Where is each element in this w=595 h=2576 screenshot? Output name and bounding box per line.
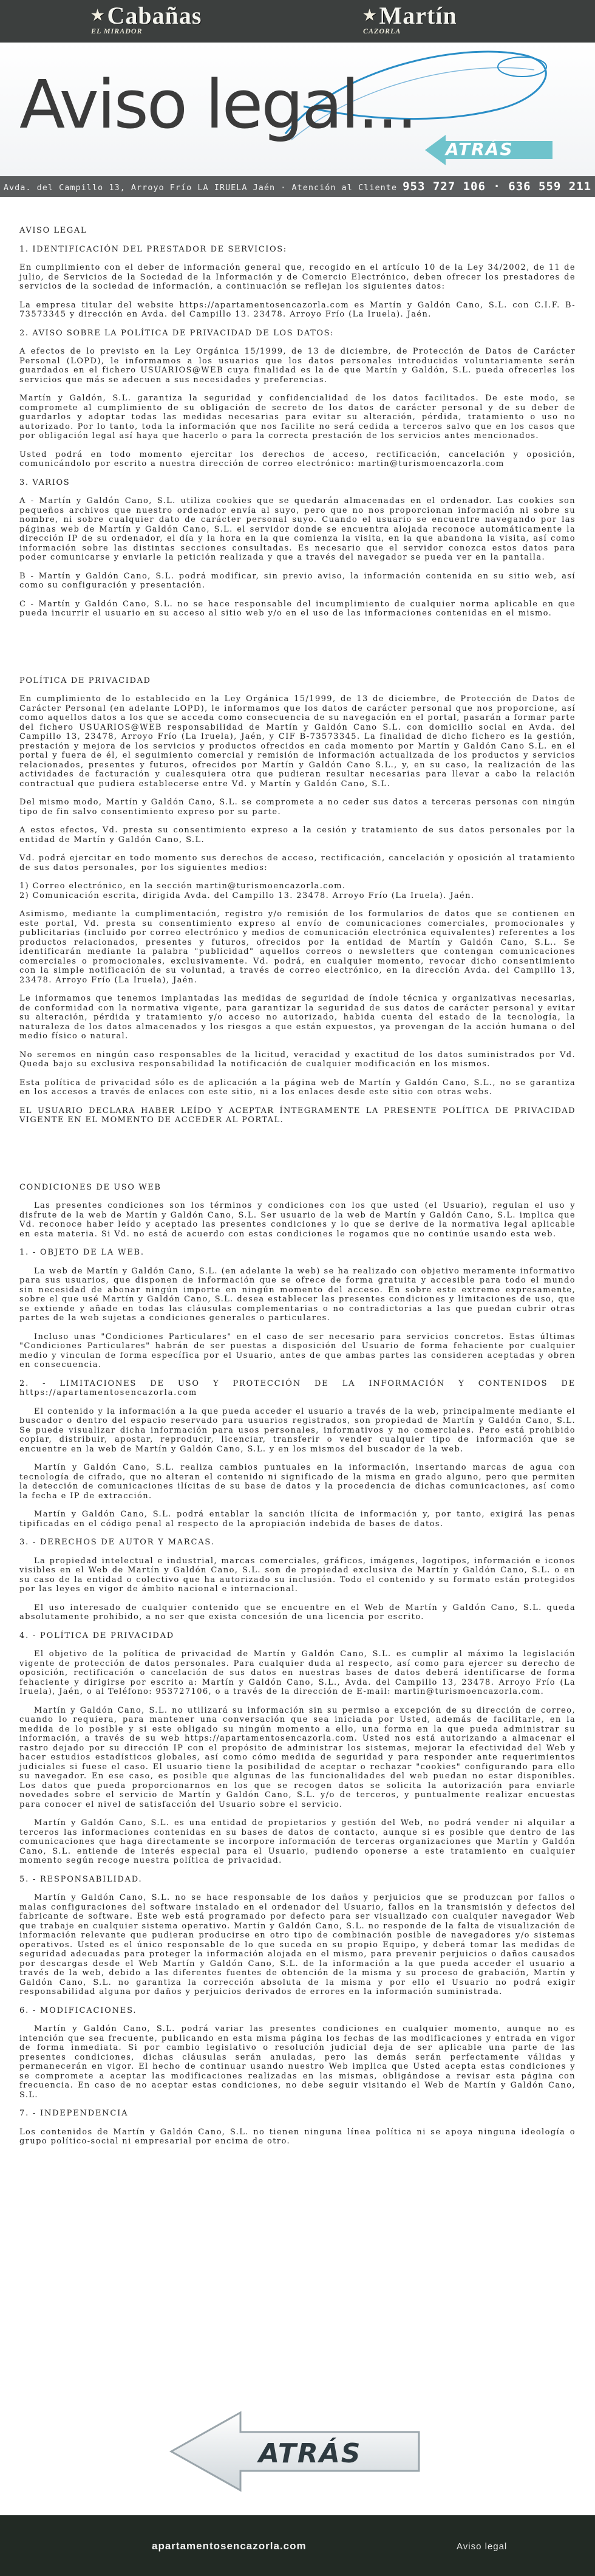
paragraph: La empresa titular del website https://apartamentosencazorla.com es Martín y Galdón Cano, S.L. con C.I.F. B-73573345 y dirección en Avda. del Campillo 13. 23478. Arroyo Frío (La Iruela). Jaén.	[19, 300, 576, 319]
contact-bar	[0, 176, 595, 197]
privacy-policy-heading: POLÍTICA DE PRIVACIDAD	[19, 676, 151, 685]
paragraph: El objetivo de la política de privacidad de Martín y Galdón Cano, S.L. es cumplir al máximo la legislación vigente de protección de datos personales. Para cualquier duda al respecto, así como para ejercer su derecho de oposición, rectificación o cancelación de sus datos en nuestras bases de datos deberá identificarse de forma fehaciente y dirigirse por escrito a: Martín y Galdón Cano, S.L., Avda. del Campillo 13, 23478. Arroyo Frío (La Iruela), Jaén, o al Teléfono: 953727106, o a través de la dirección de E-mail: martin@turismoencazorla.com.	[19, 1649, 576, 1696]
paragraph: Esta política de privacidad sólo es de aplicación a la página web de Martín y Galdón Cano, S.L., no se garantiza en los accesos a través de enlaces con este sitio, ni a los enlaces desde este sitio con otras webs.	[19, 1078, 576, 1097]
spacer	[19, 1134, 576, 1183]
paragraph: Martín y Galdón, S.L. garantiza la seguridad y confidencialidad de los datos facilitados. De este modo, se compromete al cumplimiento de su obligación de secreto de los datos de carácter personal y de su deber de guardarlos y adoptar todas las medidas necesarias para evitar su alteración, pérdida, tratamiento o uso no autorizado. Por lo tanto, toda la información que nos facilite no será cedida a terceros salvo que en los casos que por obligación legal así haya que hacerlo o para la correcta prestación de los servicios antes mencionados.	[19, 394, 576, 440]
site-link[interactable]: apartamentosencazorla.com	[152, 2540, 307, 2552]
back-button-bottom[interactable]	[168, 2409, 423, 2494]
paragraph: Le informamos que tenemos implantadas las medidas de seguridad de índole técnica y organizativas necesarias, de conformidad con la normativa vigente, para garantizar la seguridad de sus datos de carácter personal y evitar su alteración, pérdida y tratamiento y/o acceso no autorizado, habida cuenta del estado de la tecnología, la naturaleza de los datos almacenados y los riesgos a que están expuestos, ya provengan de la acción humana o del medio físico o natural.	[19, 994, 576, 1041]
paragraph: No seremos en ningún caso responsables de la licitud, veracidad y exactitud de los datos suministrados por Vd. Queda bajo su exclusiva responsabilidad la notificación de cualquier modificación en los mismos.	[19, 1050, 576, 1069]
paragraph: En cumplimiento de lo establecido en la Ley Orgánica 15/1999, de 13 de diciembre, de Protección de Datos de Carácter Personal (en adelante LOPD), le informamos que los datos de carácter personal que nos proporcione, así como aquellos datos a los que se acceda como consecuencia de su navegación en el portal, pasarán a formar parte del fichero USUARIOS@WEB responsabilidad de Martín y Galdón Cano S.L. con domicilio social en Avda. del Campillo 13, 23478, Arroyo Frío (La Iruela), Jaén, y CIF B-73573345. La finalidad de dicho fichero es la gestión, prestación y mejora de los servicios y productos ofrecidos en cada momento por Martín y Galdón Cano S.L. en el portal y fuera de él, el seguimiento comercial y remisión de información actualizada de los productos y servicios relacionados, presentes y futuros, ofrecidos por Martín y Galdón Cano S.L., y, en su caso, la realización de las actividades de facturación y cualesquiera otra que pudieran resultar necesarias para llevar a cabo la relación contractual que pudiera establecerse entre Vd. y Martín y Galdón Cano, S.L.	[19, 694, 576, 789]
phone-numbers[interactable]: 953 727 106 · 636 559 211	[403, 180, 592, 193]
paragraph: Incluso unas "Condiciones Particulares" en el caso de ser necesario para servicios concretos. Estas últimas "Condiciones Particulares" habrán de ser puestas a disposición del Usuario de forma fehaciente por cualquier medio y vinculan de forma específica por el Usuario, antes de que ambas partes las consideren aceptadas y obren en consecuencia.	[19, 1332, 576, 1369]
clause-6-heading: 6. - MODIFICACIONES.	[19, 2006, 137, 2015]
back-button-top[interactable]	[425, 135, 552, 165]
paragraph: Las presentes condiciones son los términos y condiciones con los que usted (el Usuario), regulan el uso y disfrute de la web de Martín y Galdón Cano, S.L. Ser usuario de la web de Martín y Galdón Cano, S.L. implica que Vd. reconoce haber leído y aceptado las presentes condiciones y lo que se derive de la normativa legal aplicable en esta materia. Si Vd. no está de acuerdo con estas condiciones le rogamos que no continúe usando esta web.	[19, 1201, 576, 1239]
brand-left-subtitle: EL MIRADOR	[91, 27, 143, 35]
paragraph: La web de Martín y Galdón Cano, S.L. (en adelante la web) se ha realizado con objetivo meramente informativo para sus usuarios, que disponen de información que se ofrece de forma gratuita y accesible para todo el mundo sin necesidad de abonar ningún importe en ningún momento del acceso. En sobre este extremo expresamente, sobre el que usé Martín y Galdón Cano, S.L. desea establecer las presentes condiciones y limitaciones de uso, que se extiende y añade en todas las cláusulas complementarias o no contradictorias a las que puedan cubrir otras partes de la web sujetas a condiciones generales o particulares.	[19, 1266, 576, 1323]
aviso-legal-heading: AVISO LEGAL	[19, 226, 87, 235]
clause-2-heading: 2. - LIMITACIONES DE USO Y PROTECCIÓN DE LA INFORMACIÓN Y CONTENIDOS DE https://apartamentosencazorla.com	[19, 1379, 576, 1397]
header-banner	[0, 0, 595, 43]
terms-of-use-heading: CONDICIONES DE USO WEB	[19, 1182, 162, 1192]
page-title: Aviso legal...	[19, 66, 416, 143]
address-text: Avda. del Campillo 13, Arroyo Frío LA IRUELA Jaén · Atención al Cliente	[3, 183, 397, 193]
section-3-heading: 3. VARIOS	[19, 478, 70, 487]
back-button-label: ATRÁS	[259, 2438, 362, 2469]
paragraph: Martín y Galdón Cano, S.L. podrá entablar la sanción ilícita de información y, por tanto, exigirá las penas tipificadas en el código penal al respecto de la apropiación indebida de bases de datos.	[19, 1510, 576, 1529]
paragraph: A efectos de lo previsto en la Ley Orgánica 15/1999, de 13 de diciembre, de Protección de Datos de Carácter Personal (LOPD), le informamos a los usuarios que los datos personales introducidos voluntariamente serán guardados en el fichero USUARIOS@WEB cuya finalidad es la de que Martín y Galdón, S.L. pueda ofrecerles los servicios que más se adecuen a sus necesidades y preferencias.	[19, 347, 576, 385]
paragraph: El uso interesado de cualquier contenido que se encuentre en el Web de Martín y Galdón Cano, S.L. queda absolutamente prohibido, a no ser que exista concesión de una licencia por escrito.	[19, 1603, 576, 1622]
paragraph: Del mismo modo, Martín y Galdón Cano, S.L. se compromete a no ceder sus datos a terceras personas con ningún tipo de fin salvo consentimiento expreso por su parte.	[19, 798, 576, 817]
paragraph: Martín y Galdón Cano, S.L. no utilizará su información sin su permiso a excepción de su dirección de correo, cuando lo requiera, para mantener una conversación que sea iniciada por Usted, además de facilitarle, en la medida de lo posible y si este obligado su ningún momento a ello, una forma en la que pueda administrar su información, a través de su web https://apartamentosencazorla.com. Usted nos está autorizando a almacenar el rastro dejado por su dirección IP con el propósito de administrar los sistemas, mejorar la efectividad del Web y hacer estudios estadísticos globales, así como cómo medida de seguridad y para responder ante requerimientos judiciales si fuese el caso. El usuario tiene la posibilidad de aceptar o rechazar "cookies" configurando para ello su navegador. En ese caso, es posible que algunas de las funcionalidades del web puedan no estar disponibles. Los datos que pueda proporcionarnos en los que se recogen datos se solicita la autorización para enviarle novedades sobre el servicio de Martín y Galdón Cano, S.L. y/o de terceros, y puntualmente realizar encuestas para conocer el nivel de satisfacción del Usuario sobre el servicio.	[19, 1705, 576, 1809]
legal-notice-link[interactable]: Aviso legal	[457, 2541, 508, 2552]
paragraph: C - Martín y Galdón Cano, S.L. no se hace responsable del incumplimiento de cualquier norma aplicable en que pueda incurrir el usuario en su acceso al sitio web y/o en el uso de las informaciones contenidas en el mismo.	[19, 599, 576, 618]
clause-1-heading: 1. - OBJETO DE LA WEB.	[19, 1248, 144, 1257]
footer	[0, 2515, 595, 2576]
brand-cabanas-logo[interactable]	[91, 4, 202, 36]
paragraph: La propiedad intelectual e industrial, marcas comerciales, gráficos, imágenes, logotipos, información e iconos visibles en el Web de Martín y Galdón Cano, S.L. son de propiedad exclusiva de Martín y Galdón Cano, S.L. o en su caso de la entidad o colectivo que ha autorizado su inclusión. Todo el contenido y su formato están protegidos por las leyes en vigor de ámbito nacional e internacional.	[19, 1556, 576, 1594]
brand-martin-logo[interactable]	[363, 4, 457, 36]
brand-left-title: Cabañas	[107, 2, 202, 29]
paragraph: Martín y Galdón Cano, S.L. podrá variar las presentes condiciones en cualquier momento, aunque no es intención que sea frecuente, publicando en esta misma página los fechas de las modificaciones y entrada en vigor de forma inmediata. Si por cambio legislativo o resolución judicial deja de ser aplicable una parte de las presentes condiciones, dichas cláusulas serán anuladas, pero las demás serán perfectamente válidas y permanecerán en vigor. El hecho de continuar usando nuestro Web implica que Usted acepta estas condiciones y se compromete a aceptar las modificaciones realizadas en las mismas, obligándose a revisar esta página con frecuencia. En caso de no aceptar estas condiciones, no debe seguir visitando el Web de Martín y Galdón Cano, S.L.	[19, 2024, 576, 2100]
paragraph: En cumplimiento con el deber de información general que, recogido en el artículo 10 de la Ley 34/2002, de 11 de julio, de Servicios de la Sociedad de la Información y de Comercio Electrónico, deben ofrecer los prestadores de servicios de la sociedad de información, a continuación se reflejan los siguientes datos:	[19, 263, 576, 291]
spacer	[19, 628, 576, 676]
legal-content	[19, 226, 576, 2156]
clause-3-heading: 3. - DERECHOS DE AUTOR Y MARCAS.	[19, 1538, 215, 1547]
star-icon: ★	[91, 8, 105, 24]
paragraph: A estos efectos, Vd. presta su consentimiento expreso a la cesión y tratamiento de sus datos personales por la entidad de Martín y Galdón Cano, S.L.	[19, 826, 576, 844]
paragraph: Los contenidos de Martín y Galdón Cano, S.L. no tienen ninguna línea política ni se apoya ninguna ideología o grupo político-social ni empresarial por encima de otro.	[19, 2127, 576, 2146]
brand-right-subtitle: CAZORLA	[363, 27, 401, 35]
list-item: 2) Comunicación escrita, dirigida Avda. del Campillo 13. 23478. Arroyo Frío (La Iruela). Jaén.	[19, 891, 475, 900]
back-button-label: ATRÁS	[446, 139, 514, 159]
list-item: 1) Correo electrónico, en la sección martin@turismoencazorla.com.	[19, 882, 346, 891]
paragraph: A - Martín y Galdón Cano, S.L. utiliza cookies que se quedarán almacenadas en el ordenador. Las cookies son pequeños archivos que nuestro ordenador envía al suyo, pero que no nos proporcionan información ni sobre su nombre, ni sobre cualquier dato de carácter personal suyo. Cuando el usuario se encuentre navegando por las páginas web de Martín y Galdón Cano, S.L. el servidor donde se encuentra alojada reconoce automáticamente la dirección IP de su ordenador, el día y la hora en la que comienza la visita, en la que abandona la visita, así como información sobre las distintas secciones consultadas. Es necesario que el servidor conozca estos datos para poder comunicarse y enviarle la petición realizada y que a través del navegador se pueda ver en la pantalla.	[19, 496, 576, 562]
paragraph: Martín y Galdón Cano, S.L. no se hace responsable de los daños y perjuicios que se produzcan por fallos o malas configuraciones del software instalado en el ordenador del Usuario, fallos en la transmisión y defectos del fabricante de software. Este web está programado por defecto para ser visualizado con cualquier navegador Web que trabaje en cualquier sistema operativo. Martín y Galdón Cano, S.L. no responde de la falta de visualización de información relevante que pudieran producirse en otro tipo de combinación posible de navegadores y/o sistemas operativos. Usted es el único responsable de lo que suceda en su propio Equipo, y deberá tomar las medidas de seguridad adecuadas para proteger la información alojada en el mismo, para prevenir perjuicios o daños causados por descargas desde el Web Martín y Galdón Cano, S.L. de la información a la que pueda acceder el usuario a través de la web, debido a las diferentes fuentes de obtención de la misma y su proceso de grabación, Martín y Galdón Cano, S.L. no garantiza la corrección absoluta de la misma y por ello el Usuario no podrá exigir responsabilidad alguna por daños y perjuicios derivados de errores en la información suministrada.	[19, 1893, 576, 1996]
paragraph: Usted podrá en todo momento ejercitar los derechos de acceso, rectificación, cancelación y oposición, comunicándolo por escrito a nuestra dirección de correo electrónico: martin@turismoencazorla.com	[19, 450, 576, 468]
swoosh-loop	[498, 57, 546, 77]
brand-right-title: Martín	[379, 2, 457, 29]
clause-5-heading: 5. - RESPONSABILIDAD.	[19, 1874, 143, 1884]
star-icon: ★	[363, 8, 377, 24]
section-1-heading: 1. IDENTIFICACIÓN DEL PRESTADOR DE SERVICIOS:	[19, 244, 287, 254]
paragraph: El contenido y la información a la que pueda acceder el usuario a través de la web, principalmente mediante el buscador o dentro del espacio reservado para usuarios registrados, son propiedad de Martín y Galdón Cano, S.L. Se puede visualizar dicha información para usos personales, informativos y no comerciales. Pero está prohibido copiar, distribuir, apostar, reproducir, licenciar, transferir o vender cualquier tipo de información que se encuentre en la web de Martín y Galdón Cano, S.L. y en los mismos del buscador de la web.	[19, 1406, 576, 1454]
paragraph: Martín y Galdón Cano, S.L. realiza cambios puntuales en la información, insertando marcas de agua con tecnología de cifrado, que no alteran el contenido ni significado de la misma en grado alguno, pero que permiten la detección de comunicaciones ilícitas de su base de datos y la procedencia de dichas comunicaciones, así como la fecha e IP de extracción.	[19, 1463, 576, 1501]
clause-7-heading: 7. - INDEPENDENCIA	[19, 2109, 129, 2118]
paragraph: Vd. podrá ejercitar en todo momento sus derechos de acceso, rectificación, cancelación y oposición al tratamiento de sus datos personales, por los siguientes medios:	[19, 854, 576, 872]
paragraph: Asimismo, mediante la cumplimentación, registro y/o remisión de los formularios de datos que se contienen en este portal, Vd. presta su consentimiento expreso al envío de comunicaciones comerciales, promocionales y publicitarias (incluido por correo electrónico y medios de comunicación electrónica equivalentes) referentes a los productos relacionados, presentes y futuros, ofrecidos por la entidad de Martín y Galdón Cano, S.L.. Se identificarán mediante la palabra "publicidad" aquellos correos o newsletters que contengan comunicaciones comerciales o promocionales, exclusivamente. Vd. podrá, en cualquier momento, revocar dicho consentimiento con la simple notificación de su voluntad, a través de correo electrónico, en la dirección Avda. del Campillo 13, 23478. Arroyo Frío (La Iruela), Jaén.	[19, 909, 576, 985]
paragraph: B - Martín y Galdón Cano, S.L. podrá modificar, sin previo aviso, la información contenida en su sitio web, así como su configuración y presentación.	[19, 571, 576, 590]
paragraph: EL USUARIO DECLARA HABER LEÍDO Y ACEPTAR ÍNTEGRAMENTE LA PRESENTE POLÍTICA DE PRIVACIDAD VIGENTE EN EL MOMENTO DE ACCEDER AL PORTAL.	[19, 1106, 576, 1125]
clause-4-heading: 4. - POLÍTICA DE PRIVACIDAD	[19, 1631, 175, 1640]
paragraph: Martín y Galdón Cano, S.L. es una entidad de propietarios y gestión del Web, no podrá vender ni alquilar a terceros las informaciones contenidas en su bases de datos de contacto, aunque si es posible que dentro de las comunicaciones que haga directamente se incorpore información de terceras organizaciones que Martín y Galdón Cano, S.L. entiende de interés especial para el Usuario, pudiendo oponerse a este tratamiento en cualquier momento según recoge nuestra política de privacidad.	[19, 1818, 576, 1865]
section-2-heading: 2. AVISO SOBRE LA POLÍTICA DE PRIVACIDAD DE LOS DATOS:	[19, 328, 335, 338]
